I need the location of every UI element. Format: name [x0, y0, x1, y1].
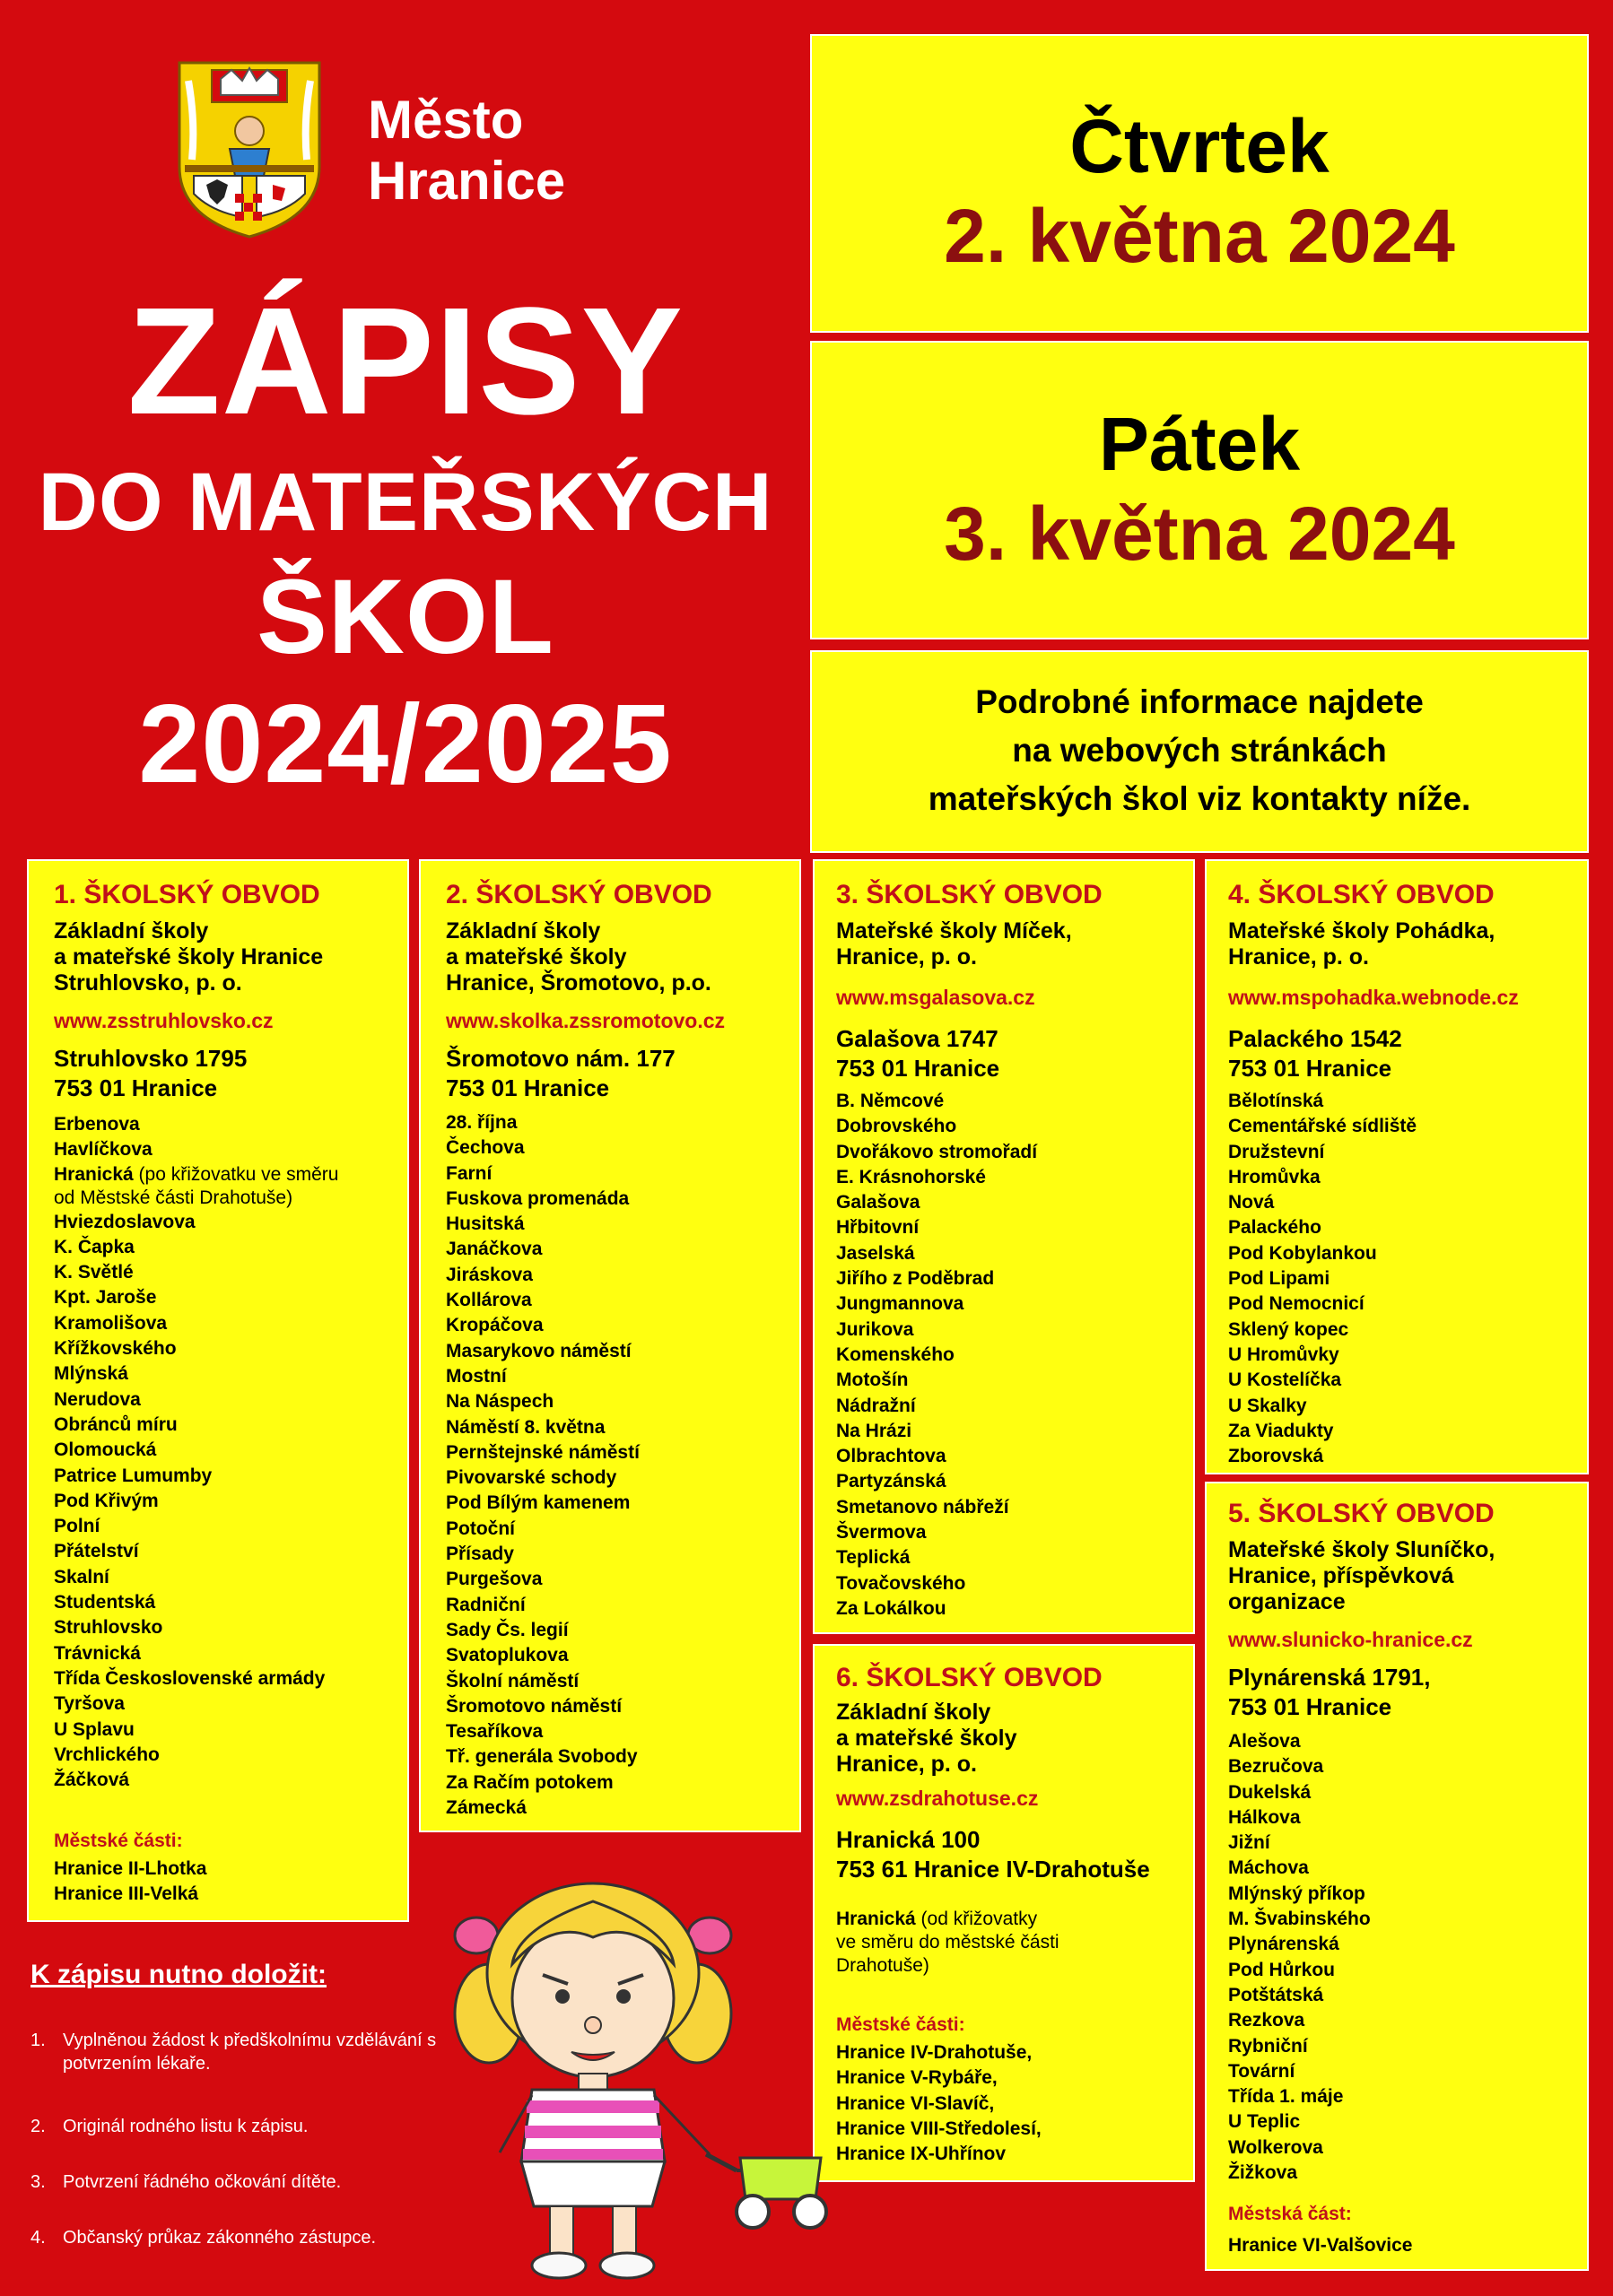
street-item: Jiřího z Poděbrad [836, 1268, 995, 1290]
street-item: Dvořákovo stromořadí [836, 1141, 1038, 1162]
street-item: Školní náměstí [446, 1670, 580, 1692]
street-item: Jaselská [836, 1242, 915, 1264]
city-part-item: Hranice IX-Uhřínov [836, 2144, 1007, 2165]
school-line: Hranice, p. o. [1228, 944, 1369, 970]
street-item: Vrchlického [54, 1744, 160, 1765]
city-part-item: Hranice IV-Drahotuše, [836, 2042, 1033, 2063]
street-item: Jižní [1228, 1832, 1270, 1854]
street-item: Čechova [446, 1137, 525, 1159]
requirement-item-1 [31, 2029, 452, 2074]
district-6-website-link[interactable]: www.zsdrahotuse.cz [836, 1787, 1039, 1810]
street-item: Bezručova [1228, 1756, 1324, 1778]
street-item: Palackého [1228, 1217, 1321, 1239]
district-6-heading: 6. ŠKOLSKÝ OBVOD [836, 1663, 1103, 1692]
school-line: Hranice, Šromotovo, p.o. [446, 970, 711, 996]
city-line1: Město [368, 90, 524, 150]
street-item: Mostní [446, 1365, 507, 1387]
district-3-school [836, 918, 1072, 970]
city-part-item: Hranice III-Velká [54, 1883, 199, 1905]
street-item: Třída 1. máje [1228, 2086, 1344, 2108]
street-item: Farní [446, 1162, 493, 1184]
district-1-panel [27, 859, 409, 1922]
street-item: Wolkerova [1228, 2136, 1323, 2158]
street-item: Přísady [446, 1544, 514, 1565]
school-line: Hranice, p. o. [836, 1752, 977, 1777]
street-item: Olomoucká [54, 1439, 157, 1461]
street-item: Nová [1228, 1192, 1275, 1213]
note-text: od Městské části Drahotuše) [54, 1187, 293, 1208]
street-item: Tovačovského [836, 1572, 966, 1594]
street-item: B. Němcové [836, 1091, 945, 1111]
street-item: Dobrovského [836, 1116, 957, 1137]
district-3-heading: 3. ŠKOLSKÝ OBVOD [836, 880, 1103, 909]
street-item: Jiráskova [446, 1264, 533, 1285]
requirement-number: 4. [31, 2228, 46, 2248]
street-item: 28. října [446, 1112, 518, 1133]
requirement-number: 2. [31, 2117, 46, 2136]
requirement-text: Potvrzení řádného očkování dítěte. [63, 2172, 342, 2192]
street-item: Bělotínská [1228, 1091, 1324, 1111]
street-item: Olbrachtova [836, 1446, 946, 1467]
street-item: Pod Křivým [54, 1490, 159, 1511]
street-item: Studentská [54, 1592, 156, 1613]
street-item: Patrice Lumumby [54, 1465, 213, 1486]
street-item: Erbenova [54, 1114, 140, 1135]
note-street: Hranická [836, 1909, 916, 1929]
date-box-friday [810, 341, 1589, 639]
address-line: 753 61 Hranice IV-Drahotuše [836, 1856, 1150, 1883]
school-line: Struhlovsko, p. o. [54, 970, 242, 996]
city-part-item: Hranice VI-Valšovice [1228, 2235, 1413, 2256]
street-item: Nerudova [54, 1388, 141, 1410]
street-item: Partyzánská [836, 1471, 946, 1492]
district-4-website-link[interactable]: www.mspohadka.webnode.cz [1228, 986, 1519, 1009]
city-line2: Hranice [368, 151, 566, 211]
title-line1: ZÁPISY [126, 276, 684, 447]
street-item: Sady Čs. legií [446, 1619, 569, 1640]
street-item: Za Viadukty [1228, 1420, 1334, 1441]
street-item: Tovární [1228, 2060, 1295, 2082]
district-2-address [446, 1044, 676, 1103]
street-item: Svatoplukova [446, 1645, 569, 1666]
street-item: Tyršova [54, 1693, 125, 1715]
requirement-number: 3. [31, 2172, 46, 2192]
street-item: Polní [54, 1516, 100, 1537]
address-line: Galašova 1747 [836, 1025, 998, 1052]
address-line: 753 01 Hranice [1228, 1693, 1392, 1720]
street-item: Pod Nemocnicí [1228, 1293, 1365, 1315]
school-line: a mateřské školy Hranice [54, 944, 324, 970]
district-4-streets [1228, 1089, 1417, 1469]
district-5-parts-heading: Městská část: [1228, 2204, 1352, 2224]
school-line: Základní školy [54, 918, 209, 944]
address-line: 753 01 Hranice [1228, 1055, 1392, 1082]
coat-of-arms-logo [176, 59, 323, 239]
district-1-school [54, 918, 323, 996]
address-line: Šromotovo nám. 177 [446, 1045, 676, 1072]
street-item: U Splavu [54, 1718, 135, 1740]
district-1-note [54, 1163, 404, 1210]
address-line: Palackého 1542 [1228, 1025, 1402, 1052]
district-3-website-link[interactable]: www.msgalasova.cz [836, 986, 1035, 1009]
street-item: Pivovarské schody [446, 1467, 617, 1489]
street-item: Pod Kobylankou [1228, 1242, 1377, 1264]
school-line: Základní školy [446, 918, 601, 944]
district-5-address [1228, 1663, 1431, 1722]
street-item: Plynárenská [1228, 1934, 1339, 1955]
street-item: U Teplic [1228, 2111, 1301, 2133]
day-date-1: 2. května 2024 [944, 194, 1455, 278]
note-text: ve směru do městské části [836, 1932, 1059, 1952]
school-line: Mateřské školy Míček, [836, 918, 1072, 944]
school-line: Mateřské školy Pohádka, [1228, 918, 1495, 944]
street-item: U Hromůvky [1228, 1344, 1339, 1365]
street-item: Teplická [836, 1547, 911, 1569]
school-line: a mateřské školy [446, 944, 627, 970]
info-line1: Podrobné informace najdete [975, 683, 1424, 720]
street-item: Kpt. Jaroše [54, 1287, 157, 1309]
district-5-heading: 5. ŠKOLSKÝ OBVOD [1228, 1499, 1495, 1528]
street-item: Třída Československé armády [54, 1667, 326, 1689]
district-1-heading: 1. ŠKOLSKÝ OBVOD [54, 880, 320, 909]
district-6-school [836, 1700, 1017, 1778]
requirements-heading: K zápisu nutno doložit: [31, 1960, 327, 1989]
city-part-item: Hranice II-Lhotka [54, 1858, 207, 1879]
district-2-streets [446, 1110, 640, 1821]
district-4-address [1228, 1024, 1402, 1083]
street-item: K. Čapka [54, 1236, 135, 1257]
street-item: Na Náspech [446, 1391, 554, 1413]
school-line: a mateřské školy [836, 1726, 1017, 1751]
street-item: Za Račím potokem [446, 1771, 614, 1793]
school-line: organizace [1228, 1589, 1346, 1614]
district-1-parts [54, 1857, 206, 1908]
requirement-text: Originál rodného listu k zápisu. [63, 2117, 309, 2136]
street-item: Rezkova [1228, 2010, 1305, 2031]
street-item: Za Lokálkou [836, 1597, 946, 1619]
street-item: Hálkova [1228, 1806, 1301, 1828]
district-2-panel [419, 859, 801, 1832]
street-item: Masarykovo náměstí [446, 1340, 632, 1361]
street-item: Kramolišova [54, 1312, 168, 1334]
street-item: Purgešova [446, 1569, 543, 1590]
district-3-streets [836, 1089, 1037, 1622]
date-box-thursday [810, 34, 1589, 333]
street-item: Družstevní [1228, 1141, 1325, 1162]
requirement-text: Vyplněnou žádost k předškolnímu vzdělávání s potvrzením lékaře. [63, 2031, 437, 2074]
street-item: U Kostelíčka [1228, 1370, 1342, 1391]
street-item: Švermova [836, 1522, 927, 1544]
district-5-website-link[interactable]: www.slunicko-hranice.cz [1228, 1628, 1473, 1651]
city-part-item: Hranice VI-Slavíč, [836, 2092, 995, 2114]
street-item: Dukelská [1228, 1781, 1312, 1803]
street-item: Skalní [54, 1566, 109, 1587]
address-line: Struhlovsko 1795 [54, 1045, 248, 1072]
street-item: Struhlovsko [54, 1617, 163, 1639]
note-text: (po křižovatku ve směru [133, 1163, 339, 1185]
info-box [810, 650, 1589, 853]
street-item: Žižkova [1228, 2162, 1298, 2184]
street-item: Zborovská [1228, 1446, 1324, 1467]
info-line2: na webových stránkách [1012, 732, 1387, 769]
address-line: 753 01 Hranice [54, 1074, 218, 1101]
street-item: K. Světlé [54, 1262, 134, 1283]
street-item: Hromůvka [1228, 1166, 1321, 1187]
district-1-parts-heading: Městské části: [54, 1831, 183, 1851]
street-item: Rybniční [1228, 2035, 1308, 2057]
district-3-address [836, 1024, 999, 1083]
requirement-text: Občanský průkaz zákonného zástupce. [63, 2228, 377, 2248]
day-name-2: Pátek [1098, 402, 1301, 486]
district-5-parts [1228, 2233, 1412, 2258]
street-item: Janáčkova [446, 1239, 543, 1260]
street-item: Fuskova promenáda [446, 1187, 630, 1209]
street-item: U Skalky [1228, 1395, 1307, 1416]
district-2-heading: 2. ŠKOLSKÝ OBVOD [446, 880, 712, 909]
title-line3: ŠKOL [257, 558, 554, 676]
street-item: Pod Hůrkou [1228, 1959, 1335, 1980]
district-4-heading: 4. ŠKOLSKÝ OBVOD [1228, 880, 1495, 909]
note-text: Drahotuše) [836, 1955, 929, 1976]
district-1-address [54, 1044, 247, 1103]
address-line: 753 01 Hranice [836, 1055, 1000, 1082]
district-5-panel [1205, 1482, 1589, 2271]
street-item: Jurikova [836, 1318, 914, 1340]
street-item: Zámecká [446, 1797, 527, 1819]
address-line: 753 01 Hranice [446, 1074, 610, 1101]
street-item: Potštátská [1228, 1984, 1324, 2005]
street-item: Přátelství [54, 1541, 139, 1562]
street-item: Tesaříkova [446, 1721, 544, 1743]
title-line2: DO MATEŘSKÝCH [38, 457, 773, 548]
info-line3: mateřských škol viz kontakty níže. [928, 780, 1471, 817]
street-item: Kropáčova [446, 1315, 544, 1336]
school-line: Základní školy [836, 1700, 991, 1725]
school-line: Hranice, p. o. [836, 944, 977, 970]
day-date-2: 3. května 2024 [944, 491, 1455, 576]
district-4-school [1228, 918, 1495, 970]
street-item: E. Krásnohorské [836, 1166, 986, 1187]
street-item: Komenského [836, 1344, 955, 1365]
address-line: Plynárenská 1791, [1228, 1664, 1431, 1691]
requirement-number: 1. [31, 2031, 46, 2050]
street-item: Husitská [446, 1213, 525, 1235]
district-6-parts-heading: Městské části: [836, 2014, 965, 2035]
street-item: Smetanovo nábřeží [836, 1496, 1009, 1518]
district-5-school [1228, 1537, 1495, 1615]
district-2-website-link[interactable]: www.skolka.zssromotovo.cz [446, 1009, 726, 1032]
requirement-item-3 [31, 2170, 452, 2194]
street-item: Pernštejnské náměstí [446, 1441, 640, 1463]
street-item: Jungmannova [836, 1293, 964, 1315]
district-1-streets [54, 1112, 404, 1793]
street-item: Galašova [836, 1192, 920, 1213]
district-3-panel [813, 859, 1195, 1634]
city-name [368, 90, 565, 212]
street-item: Radniční [446, 1594, 526, 1615]
street-item: Potoční [446, 1518, 515, 1539]
address-line: Hranická 100 [836, 1826, 981, 1853]
school-line: Hranice, příspěvková [1228, 1563, 1454, 1588]
street-item: Kollárova [446, 1290, 532, 1311]
street-item: Alešova [1228, 1731, 1301, 1752]
note-text: (od křižovatky [915, 1909, 1038, 1929]
street-item: Nádražní [836, 1395, 916, 1416]
street-item: Cementářské sídliště [1228, 1116, 1417, 1137]
street-item: Trávnická [54, 1642, 141, 1664]
street-item: Žáčková [54, 1770, 130, 1791]
title-line4: 2024/2025 [138, 683, 673, 806]
street-item: Mlýnská [54, 1363, 128, 1385]
street-item: Hviezdoslavova [54, 1211, 196, 1232]
street-item: Pod Bílým kamenem [446, 1492, 631, 1514]
street-item: Tř. generála Svobody [446, 1746, 638, 1768]
street-item: Náměstí 8. května [446, 1416, 606, 1438]
street-item: Šromotovo náměstí [446, 1695, 623, 1717]
requirement-item-4 [31, 2226, 452, 2249]
street-item: Havlíčkova [54, 1139, 153, 1161]
street-item: Mlýnský příkop [1228, 1883, 1365, 1904]
street-item: Sklený kopec [1228, 1318, 1349, 1340]
street-item: M. Švabinského [1228, 1909, 1371, 1930]
requirement-item-2 [31, 2115, 452, 2138]
street-item: Pod Lipami [1228, 1268, 1330, 1290]
district-2-school [446, 918, 711, 996]
street-item: Máchova [1228, 1857, 1309, 1879]
district-5-streets [1228, 1729, 1371, 2186]
note-street: Hranická [54, 1163, 134, 1185]
day-name-1: Čtvrtek [1069, 104, 1330, 188]
city-part-item: Hranice V-Rybáře, [836, 2067, 998, 2089]
district-4-panel [1205, 859, 1589, 1474]
street-item: Motošín [836, 1370, 909, 1391]
street-item: Na Hrázi [836, 1420, 912, 1441]
girl-with-cart-illustration [444, 1866, 911, 2296]
district-1-website-link[interactable]: www.zsstruhlovsko.cz [54, 1009, 274, 1032]
city-part-item: Hranice VIII-Středolesí, [836, 2118, 1042, 2139]
street-item: Obránců míru [54, 1413, 178, 1435]
street-item: Hřbitovní [836, 1217, 920, 1239]
school-line: Mateřské školy Sluníčko, [1228, 1537, 1495, 1562]
street-item: Křížkovského [54, 1338, 177, 1360]
